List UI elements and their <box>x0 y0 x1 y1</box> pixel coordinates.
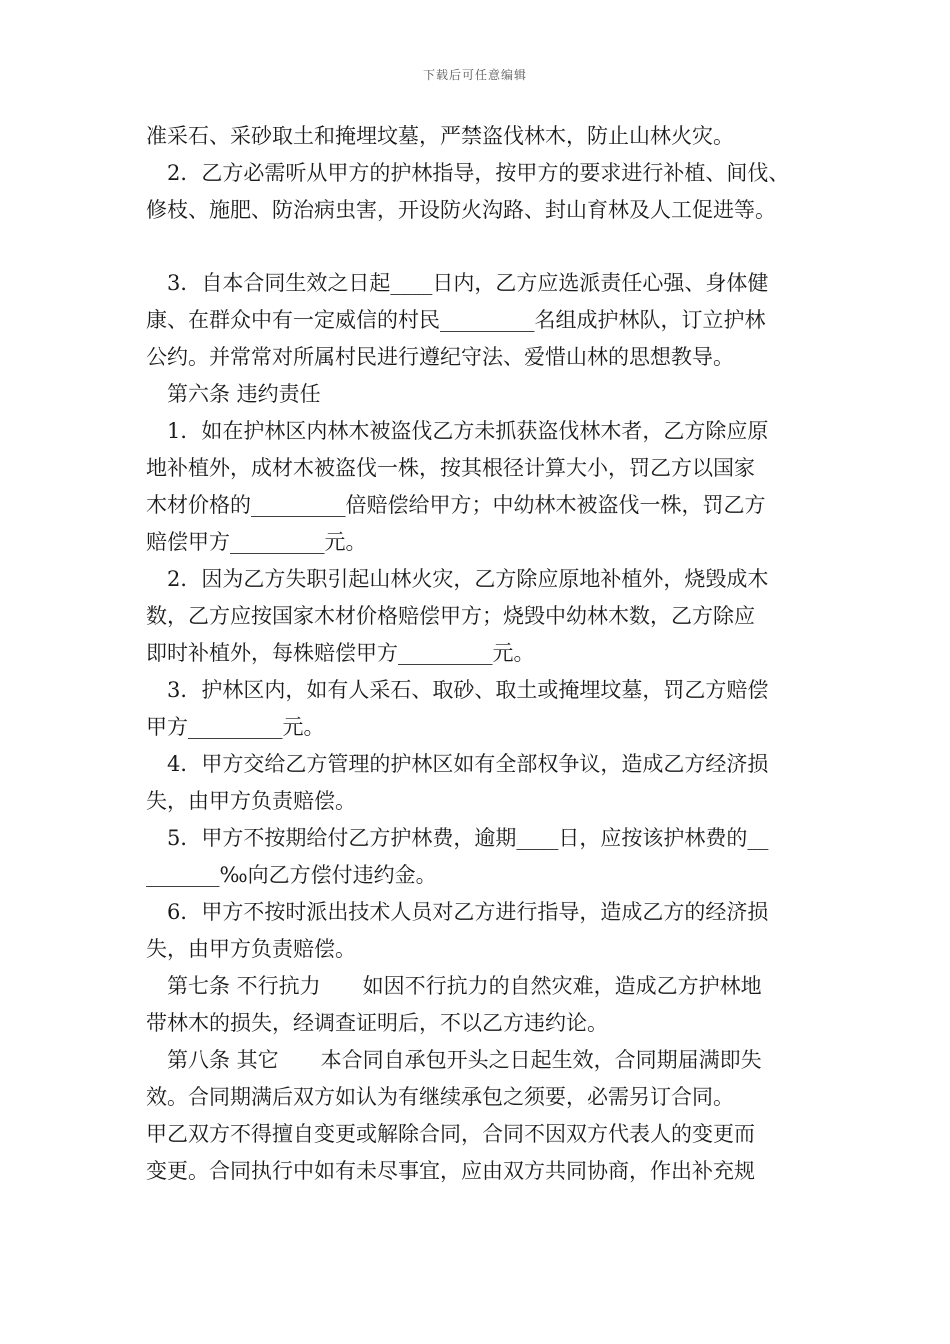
section-heading-7: 第七条 不行抗力 如因不行抗力的自然灾难，造成乙方护林地 <box>167 974 762 998</box>
text-line-2: 2．乙方必需听从甲方的护林指导，按甲方的要求进行补植、间伐、 <box>167 161 790 185</box>
text-line-12: 赔偿甲方_________元。 <box>146 530 367 554</box>
text-line-7: 公约。并常常对所属村民进行遵纪守法、爱惜山林的思想教导。 <box>146 345 734 369</box>
section-heading-6: 第六条 违约责任 <box>167 382 321 406</box>
text-line-5: 3．自本合同生效之日起____日内，乙方应选派责任心强、身体健 <box>167 271 769 295</box>
text-line-25: 带林木的损失，经调查证明后，不以乙方违约论。 <box>146 1011 608 1035</box>
text-line-28: 甲乙双方不得擅自变更或解除合同，合同不因双方代表人的变更而 <box>146 1122 755 1146</box>
section-heading-8: 第八条 其它 本合同自承包开头之日起生效，合同期届满即失 <box>167 1048 762 1072</box>
text-line-11: 木材价格的_________倍赔偿给甲方；中幼林木被盗伐一株，罚乙方 <box>146 493 766 517</box>
text-line-3: 修枝、施肥、防治病虫害，开设防火沟路、封山育林及人工促进等。 <box>146 198 776 222</box>
text-line-13: 2．因为乙方失职引起山林火灾，乙方除应原地补植外，烧毁成木 <box>167 567 769 591</box>
text-line-27: 效。合同期满后双方如认为有继续承包之须要，必需另订合同。 <box>146 1085 734 1109</box>
page-header: 下载后可任意编辑 <box>422 68 527 82</box>
paragraph-spacer <box>146 229 826 265</box>
text-line-16: 3．护林区内，如有人采石、取砂、取土或掩埋坟墓，罚乙方赔偿 <box>167 678 769 702</box>
text-line-17: 甲方_________元。 <box>146 715 325 739</box>
text-line-6: 康、在群众中有一定威信的村民_________名组成护林队，订立护林 <box>146 308 766 332</box>
text-line-1: 准采石、采砂取土和掩埋坟墓，严禁盗伐林木，防止山林火灾。 <box>146 124 734 148</box>
text-line-15: 即时补植外，每株赔偿甲方_________元。 <box>146 641 535 665</box>
text-line-22: 6．甲方不按时派出技术人员对乙方进行指导，造成乙方的经济损 <box>167 900 769 924</box>
document-body <box>146 118 826 1190</box>
text-line-23: 失，由甲方负责赔偿。 <box>146 937 356 961</box>
text-line-18: 4．甲方交给乙方管理的护林区如有全部权争议，造成乙方经济损 <box>167 752 769 776</box>
text-line-19: 失，由甲方负责赔偿。 <box>146 789 356 813</box>
text-line-20: 5．甲方不按期给付乙方护林费，逾期____日，应按该护林费的__ <box>167 826 769 850</box>
text-line-21: _______‰向乙方偿付违约金。 <box>146 863 437 887</box>
text-line-29: 变更。合同执行中如有未尽事宜，应由双方共同协商，作出补充规 <box>146 1159 755 1183</box>
text-line-9: 1．如在护林区内林木被盗伐乙方未抓获盗伐林木者，乙方除应原 <box>167 419 769 443</box>
text-line-10: 地补植外，成材木被盗伐一株，按其根径计算大小，罚乙方以国家 <box>146 456 755 480</box>
text-line-14: 数，乙方应按国家木材价格赔偿甲方；烧毁中幼林木数，乙方除应 <box>146 604 755 628</box>
